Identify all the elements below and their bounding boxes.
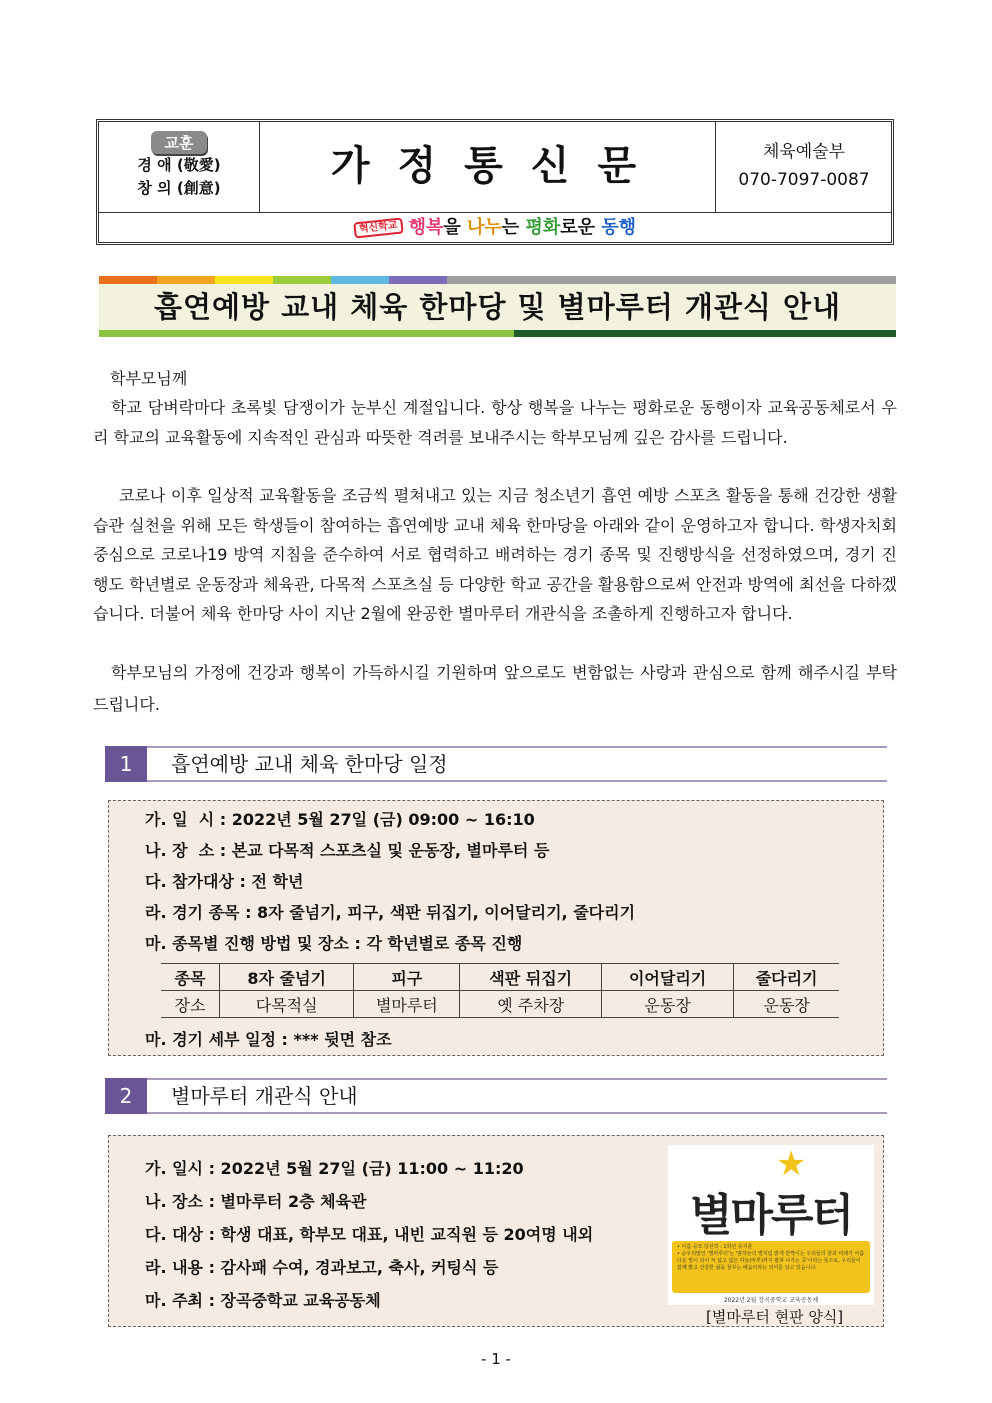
- section-2-header: [105, 1078, 887, 1114]
- table-cell: 운동장: [602, 991, 734, 1018]
- section-title: 흡연예방 교내 체육 한마당 일정: [171, 752, 448, 776]
- notice-title: 흡연예방 교내 체육 한마당 및 별마루터 개관식 안내: [99, 284, 896, 330]
- info-line: 마. 경기 세부 일정 : *** 뒷면 참조: [145, 1030, 392, 1049]
- table-cell: 옛 주차장: [460, 991, 602, 1018]
- info-line: 라. 내용 : 감사패 수여, 경과보고, 축사, 커팅식 등: [145, 1258, 499, 1277]
- star-icon: ★: [776, 1144, 807, 1184]
- slogan-word: 을: [443, 217, 468, 238]
- department-info: [717, 122, 891, 212]
- info-line: 라. 경기 종목 : 8자 줄넘기, 피구, 색판 뒤집기, 이어달리기, 줄다리기: [145, 903, 636, 922]
- motto-line-2: 창 의 (創意): [137, 179, 221, 197]
- info-line: 마. 종목별 진행 방법 및 장소 : 각 학년별로 종목 진행: [145, 934, 523, 953]
- paragraph-1: 학교 담벼락마다 초록빛 담쟁이가 눈부신 계절입니다. 항상 행복을 나누는 평화로운 동행이자 교육공동체로서 우리 학교의 교육활동에 지속적인 관심과 따뜻한 격려를 보내주시는 학부모님께 깊은 감사를 드립니다.: [93, 398, 897, 447]
- table-cell: 종목: [161, 964, 220, 991]
- table-cell: 줄다리기: [734, 964, 839, 991]
- table-cell: 다목적실: [220, 991, 354, 1018]
- department-phone: 070-7097-0087: [738, 170, 870, 190]
- slogan-word: 행복: [408, 217, 444, 238]
- signboard-note-line: • 이름 공모 당선작 : 1학년 유지훈: [677, 1244, 753, 1250]
- page-title: 가정통신문: [260, 122, 716, 212]
- motto-badge: 교훈: [151, 131, 208, 154]
- slogan-word: 로운: [560, 217, 602, 238]
- table-header-row: [161, 964, 839, 991]
- info-line: 다. 참가대상 : 전 학년: [145, 872, 304, 891]
- slogan-word: 평화: [525, 217, 561, 238]
- banner-underline: [99, 330, 896, 337]
- table-cell: 장소: [161, 991, 220, 1018]
- school-motto: [99, 122, 260, 212]
- schedule-box: [108, 800, 884, 1056]
- rainbow-stripe: [99, 276, 896, 284]
- newsletter-header: [96, 119, 894, 245]
- section-1-header: [105, 746, 887, 782]
- innovation-school-stamp: 혁신학교: [353, 218, 403, 239]
- table-row: [161, 991, 839, 1018]
- info-line: 가. 일시 : 2022년 5월 27일 (금) 11:00 ~ 11:20: [145, 1159, 524, 1178]
- page-number: - 1 -: [481, 1350, 511, 1368]
- table-cell: 이어달리기: [602, 964, 734, 991]
- info-line: 다. 대상 : 학생 대표, 학부모 대표, 내빈 교직원 등 20여명 내외: [145, 1225, 594, 1244]
- table-cell: 8자 줄넘기: [220, 964, 354, 991]
- paragraph-3: 학부모님의 가정에 건강과 행복이 가득하시길 기원하며 앞으로도 변함없는 사랑과 관심으로 함께 해주시길 부탁드립니다.: [93, 663, 897, 714]
- signboard-note: [672, 1241, 870, 1293]
- department-name: 체육예술부: [762, 142, 846, 162]
- motto-line-1: 경 애 (敬愛): [137, 156, 221, 174]
- paragraph-2: 코로나 이후 일상적 교육활동을 조금씩 펼쳐내고 있는 지금 청소년기 흡연 예방 스포츠 활동을 통해 건강한 생활 습관 실천을 위해 모든 학생들이 참여하는 흡연예방 교내 체육 한마당을 아래와 같이 운영하고자 합니다. 학생자치회 중심으로 코로나19 방역 지침을 준수하여 서로 협력하고 배려하는 경기 종목 및 진행방식을 선정하였으며, 경기 진행도 학년별로 운동장과 체육관, 다목적 스포츠실 등 다양한 학교 공간을 활용함으로써 안전과 방역에 최선을 다하겠습니다. 더불어 체육 한마당 사이 지난 2월에 완공한 별마루터 개관식을 조촐하게 진행하고자 합니다.: [93, 486, 897, 623]
- signboard-image: [668, 1145, 874, 1305]
- event-location-table: [161, 963, 839, 1018]
- table-cell: 운동장: [734, 991, 839, 1018]
- table-cell: 별마루터: [354, 991, 460, 1018]
- signboard-brand: 별마루터: [689, 1190, 852, 1241]
- section-title: 별마루터 개관식 안내: [171, 1084, 358, 1108]
- table-cell: 색판 뒤집기: [460, 964, 602, 991]
- info-line: 나. 장 소 : 본교 다목적 스포츠실 및 운동장, 별마루터 등: [145, 841, 550, 860]
- section-number: 1: [105, 746, 147, 782]
- school-slogan: [99, 213, 891, 245]
- info-line: 가. 일 시 : 2022년 5월 27일 (금) 09:00 ~ 16:10: [145, 810, 535, 829]
- image-caption: [별마루터 현판 양식]: [706, 1308, 844, 1326]
- signboard-note-line: • 순우리말인 '별마루터'는 '밤하늘의 별처럼 밝게 반짝이는 우리들의 꿈과 미래가 아름다운 빛이 되어 저 넓고 넓은 하늘(마루)까지 펼쳐 나가는 곳'이라는 뜻으로, 우리들이 함께 밝고 건강한 삶을 꿈꾸는 배움터라는 의미를 담고 있습니다.: [677, 1251, 865, 1271]
- section-number: 2: [105, 1078, 147, 1114]
- greeting: 학부모님께: [110, 369, 188, 388]
- info-line: 마. 주최 : 장곡중학교 교육공동체: [145, 1291, 381, 1310]
- table-cell: 피구: [354, 964, 460, 991]
- info-line: 나. 장소 : 별마루터 2층 체육관: [145, 1192, 367, 1211]
- signboard-footer: 2022년 2월 장곡중학교 교육공동체: [723, 1297, 819, 1304]
- slogan-word: 나누: [467, 217, 502, 238]
- slogan-word: 는: [501, 217, 526, 238]
- slogan-word: 동행: [601, 217, 637, 238]
